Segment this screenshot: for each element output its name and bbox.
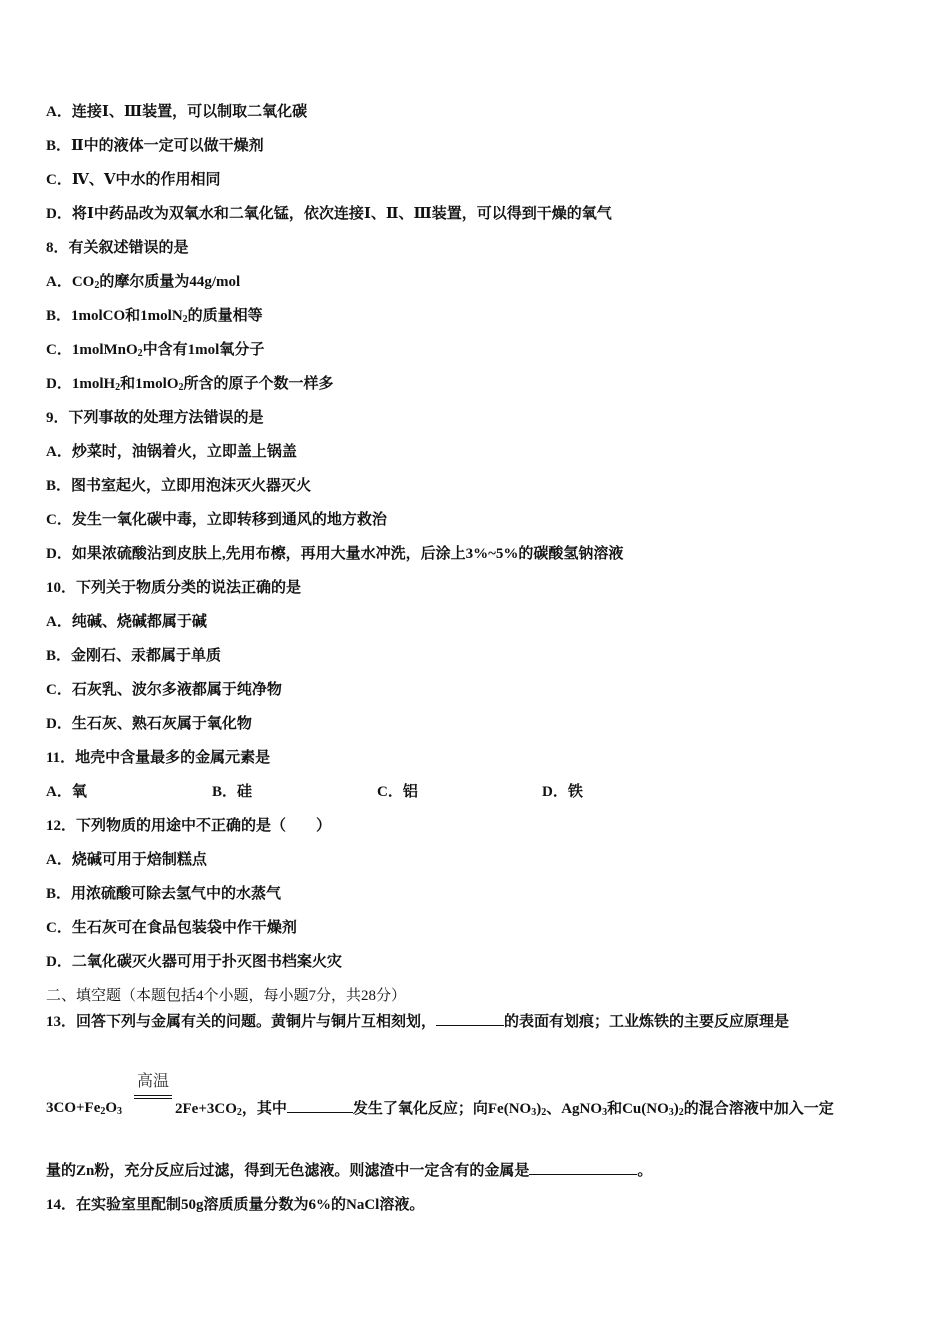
q12-option-d: D．二氧化碳灭火器可用于扑灭图书档案火灾	[46, 954, 342, 970]
q7-option-a: A．连接Ⅰ、Ⅲ装置，可以制取二氧化碳	[46, 104, 308, 120]
high-temperature-label: 高温	[136, 1073, 169, 1090]
q7-option-d: D．将Ⅰ中药品改为双氧水和二氧化锰，依次连接Ⅰ、Ⅱ、Ⅲ装置，可以得到干燥的氧气	[46, 206, 612, 222]
q9-option-a: A．炒菜时，油锅着火，立即盖上锅盖	[46, 444, 297, 460]
q9-stem: 9．下列事故的处理方法错误的是	[46, 410, 264, 426]
answer-blank-2[interactable]	[287, 1098, 353, 1113]
answer-blank-1[interactable]	[436, 1011, 504, 1026]
equals-bar-bottom	[134, 1098, 172, 1099]
q12-option-a: A．烧碱可用于焙制糕点	[46, 852, 207, 868]
q13-equation-left: $3CO+Fe_2O_3$	[46, 1100, 123, 1117]
q8-option-d: D．1molH$_2$和1molO$_2$所含的原子个数一样多	[46, 376, 334, 393]
q13-line-1: 13．回答下列与金属有关的问题。黄铜片与铜片互相刻划， 的表面有划痕；工业炼铁的主要反应原理是	[46, 1011, 789, 1032]
q10-option-a: A．纯碱、烧碱都属于碱	[46, 614, 207, 630]
q11-stem: 11．地壳中含量最多的金属元素是	[46, 750, 271, 766]
section-2-title: 二、填空题（本题包括4个小题，每小题7分，共28分）	[46, 988, 407, 1004]
q10-stem: 10．下列关于物质分类的说法正确的是	[46, 580, 302, 596]
q12-option-b: B．用浓硫酸可除去氢气中的水蒸气	[46, 886, 282, 902]
q11-option-c: C．铝	[377, 784, 418, 800]
q9-option-d: D．如果浓硫酸沾到皮肤上,先用布檫，再用大量水冲洗，后涂上3%~5%的碳酸氢钠溶液	[46, 546, 624, 562]
q10-option-b: B．金刚石、汞都属于单质	[46, 648, 222, 664]
q8-option-c: C．1molMnO$_2$中含有1mol氧分子	[46, 342, 265, 359]
reaction-condition	[134, 1072, 172, 1099]
answer-blank-3[interactable]	[529, 1160, 637, 1175]
q9-option-c: C．发生一氧化碳中毒，立即转移到通风的地方救治	[46, 512, 387, 528]
q12-option-c: C．生石灰可在食品包装袋中作干燥剂	[46, 920, 297, 936]
q13-line-2: $2Fe+3CO_2$，其中 发生了氧化反应；向$Fe(NO_3)_2$、AgNO$_3$和$Cu(NO_3)_2$的混合溶液中加入一定	[175, 1098, 834, 1119]
q14-stem: 14．在实验室里配制50g溶质质量分数为6%的NaCl溶液。	[46, 1197, 425, 1213]
equals-bar-top	[134, 1095, 172, 1096]
q9-option-b: B．图书室起火，立即用泡沫灭火器灭火	[46, 478, 312, 494]
q12-stem: 12．下列物质的用途中不正确的是（ ）	[46, 818, 332, 834]
q7-option-b: B．Ⅱ中的液体一定可以做干燥剂	[46, 138, 264, 154]
q10-option-d: D．生石灰、熟石灰属于氧化物	[46, 716, 252, 732]
q11-option-a: A．氧	[46, 784, 87, 800]
q8-option-a: A．$CO_2$的摩尔质量为44g/mol	[46, 274, 241, 291]
q8-option-b: B．1molCO和1molN$_2$的质量相等	[46, 308, 263, 325]
q10-option-c: C．石灰乳、波尔多液都属于纯净物	[46, 682, 282, 698]
q11-option-b: B．硅	[212, 784, 253, 800]
q13-line-3: 量的Zn粉，充分反应后过滤，得到无色滤液。则滤渣中一定含有的金属是 。	[46, 1160, 652, 1181]
q11-option-d: D．铁	[542, 784, 583, 800]
q7-option-c: C．Ⅳ、Ⅴ中水的作用相同	[46, 172, 221, 188]
q8-stem: 8．有关叙述错误的是	[46, 240, 189, 256]
